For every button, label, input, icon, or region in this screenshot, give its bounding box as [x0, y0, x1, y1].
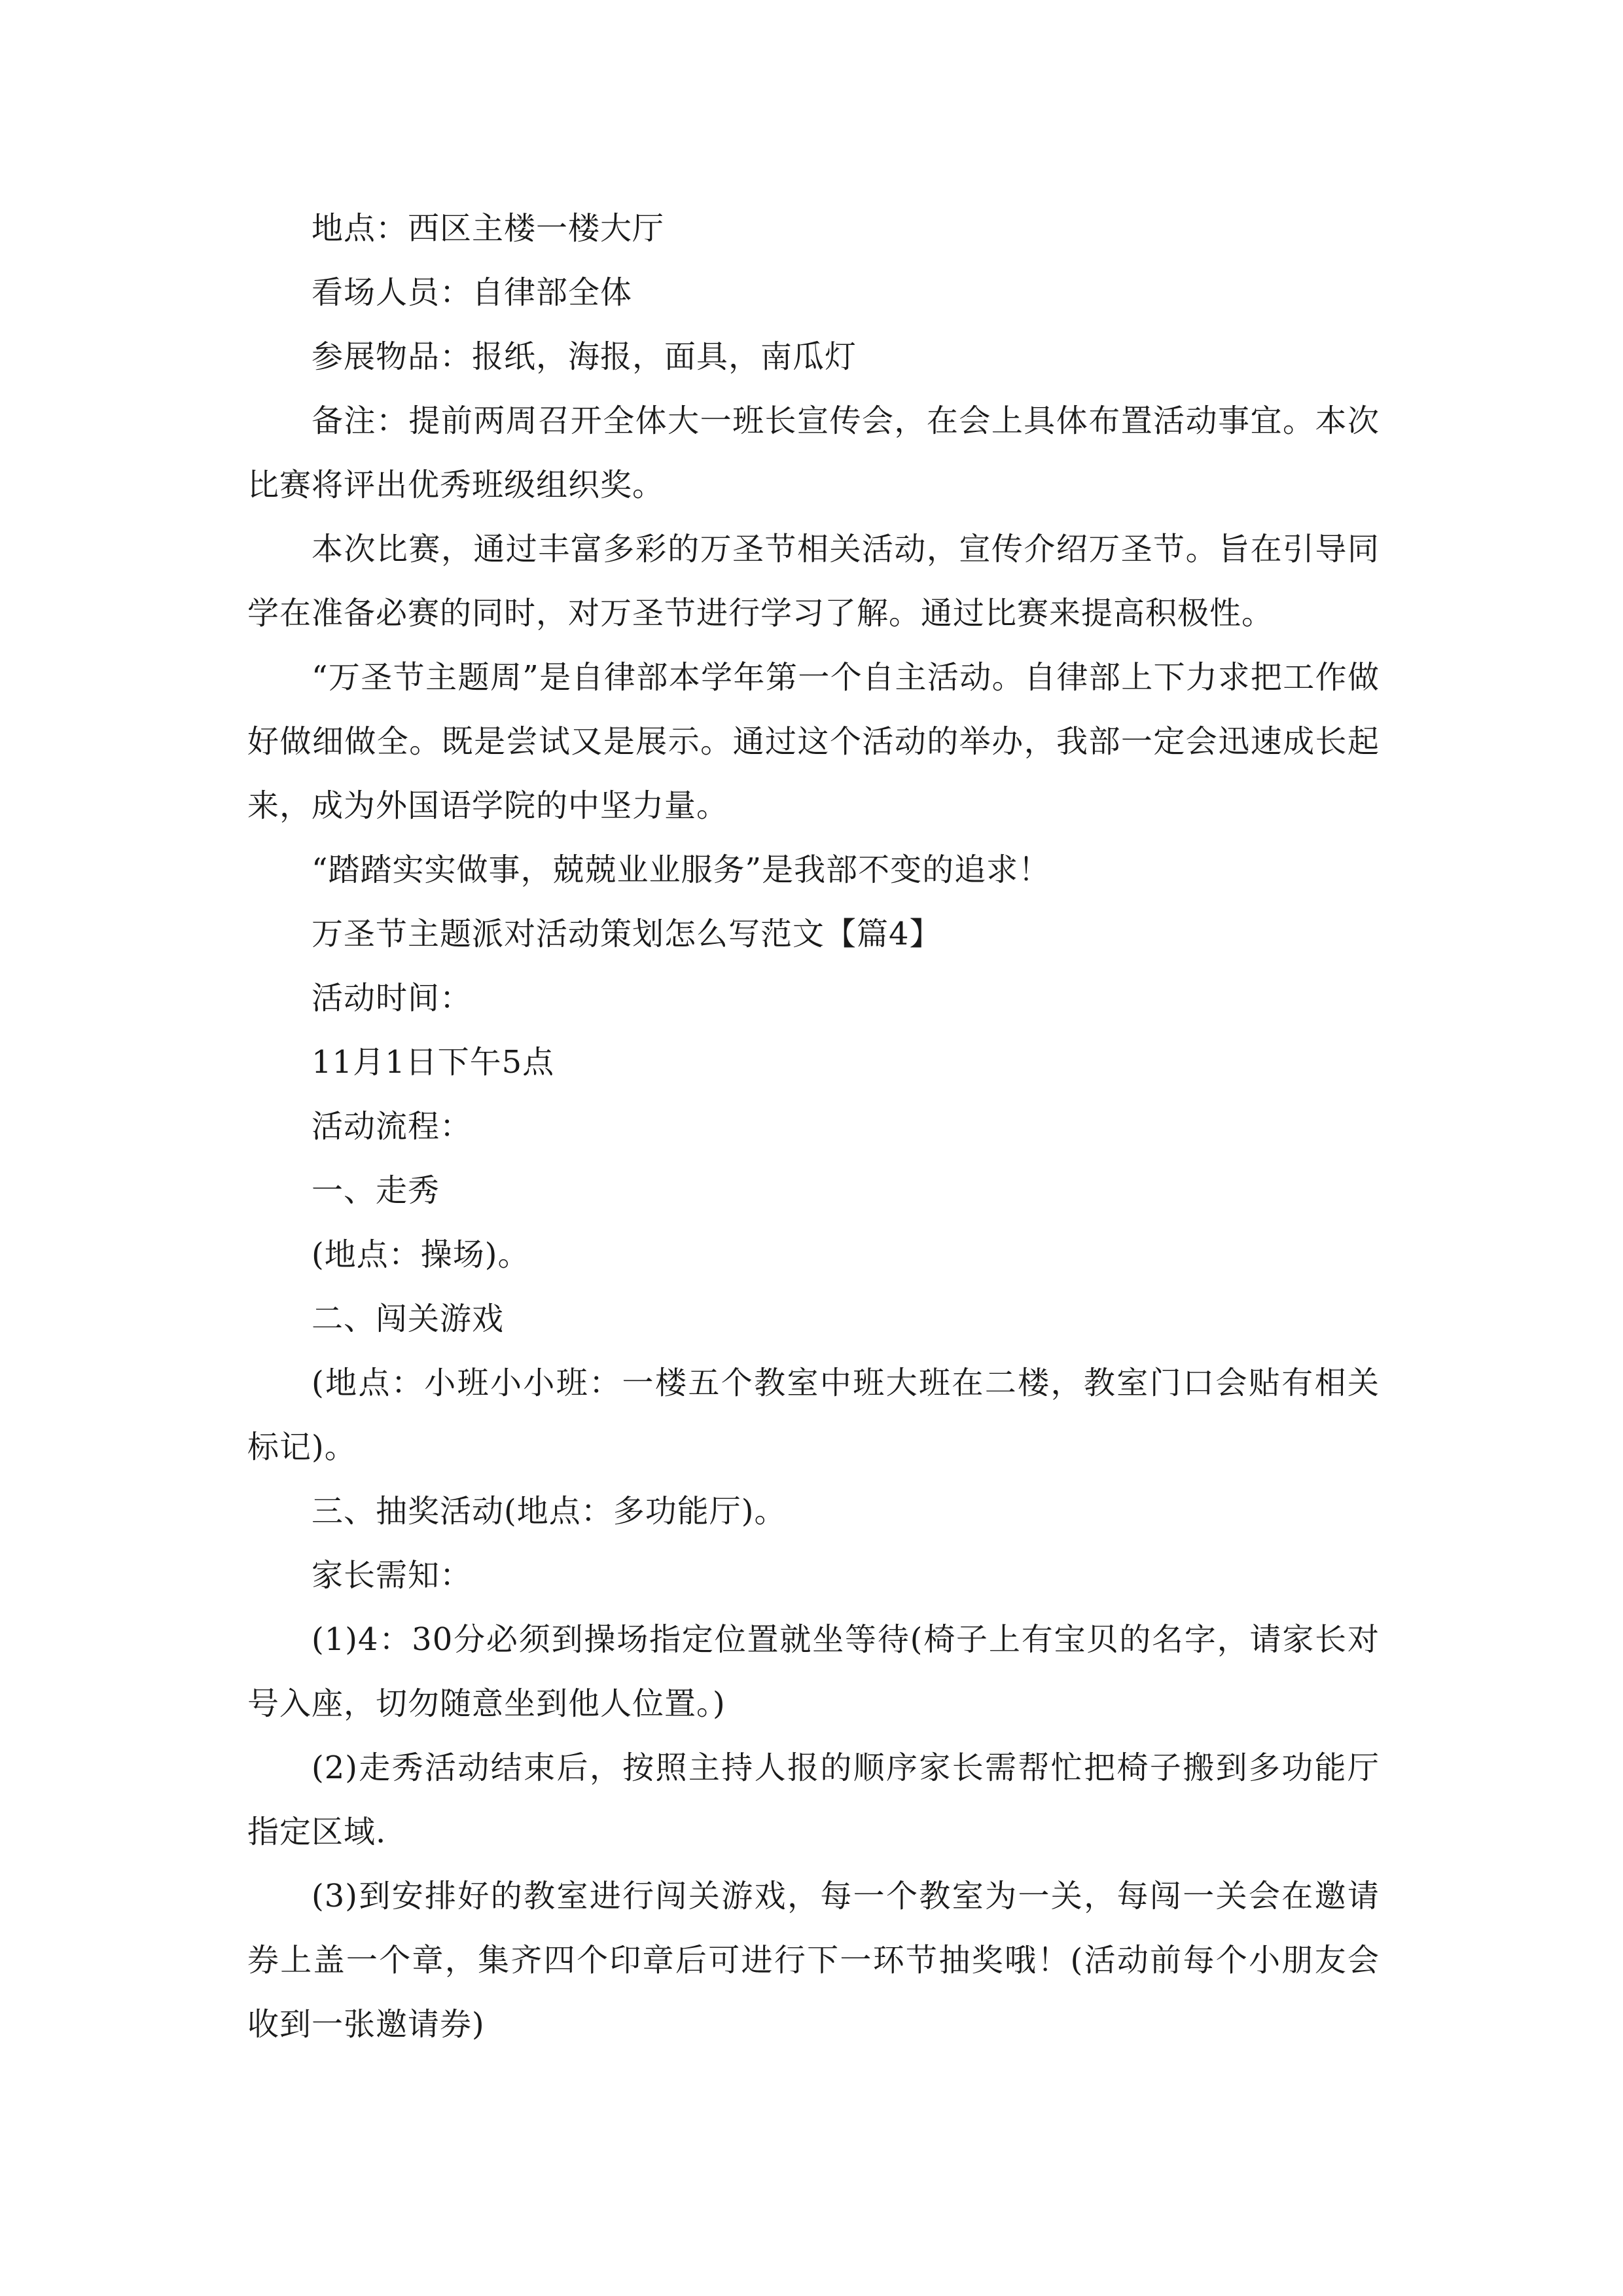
paragraph-step-2-location: (地点：小班小小班：一楼五个教室中班大班在二楼，教室门口会贴有相关标记)。: [247, 1365, 1380, 1465]
paragraph-step-2: 二、闯关游戏: [312, 1300, 505, 1337]
paragraph-parent-notice-label: 家长需知：: [312, 1557, 473, 1594]
paragraph-theme-week: “万圣节主题周”是自律部本学年第一个自主活动。自律部上下力求把工作做好做细做全。既是尝试又是展示。通过这个活动的举办，我部一定会迅速成长起来，成为外国语学院的中坚力量。: [247, 659, 1380, 824]
paragraph-purpose: 本次比赛，通过丰富多彩的万圣节相关活动，宣传介绍万圣节。旨在引导同学在准备必赛的同时，对万圣节进行学习了解。通过比赛来提高积极性。: [247, 531, 1380, 632]
paragraph-staff: 看场人员：自律部全体: [312, 274, 633, 311]
paragraph-exhibits: 参展物品：报纸，海报，面具，南瓜灯: [312, 338, 857, 375]
paragraph-notice-1: (1)4：30分必须到操场指定位置就坐等待(椅子上有宝贝的名字，请家长对号入座，切勿随意坐到他人位置。): [247, 1621, 1380, 1722]
paragraph-flow-label: 活动流程：: [312, 1108, 473, 1145]
paragraph-time-value: 11月1日下午5点: [312, 1044, 555, 1081]
paragraph-time-label: 活动时间：: [312, 980, 473, 1016]
paragraph-step-1-location: (地点：操场)。: [312, 1236, 530, 1273]
document-body: [247, 196, 1380, 2056]
paragraph-notice-3: (3)到安排好的教室进行闯关游戏，每一个教室为一关，每闯一关会在邀请券上盖一个章，集齐四个印章后可进行下一环节抽奖哦！(活动前每个小朋友会收到一张邀请券): [247, 1878, 1380, 2043]
paragraph-step-3: 三、抽奖活动(地点：多功能厅)。: [312, 1493, 787, 1530]
paragraph-motto: “踏踏实实做事，兢兢业业服务”是我部不变的追求！: [312, 852, 1051, 888]
section-heading: 万圣节主题派对活动策划怎么写范文【篇4】: [312, 916, 942, 952]
paragraph-remarks: 备注：提前两周召开全体大一班长宣传会，在会上具体布置活动事宜。本次比赛将评出优秀班级组织奖。: [247, 403, 1380, 503]
paragraph-location: 地点：西区主楼一楼大厅: [312, 210, 665, 247]
paragraph-step-1: 一、走秀: [312, 1172, 440, 1209]
paragraph-notice-2: (2)走秀活动结束后，按照主持人报的顺序家长需帮忙把椅子搬到多功能厅指定区域.: [247, 1749, 1380, 1850]
